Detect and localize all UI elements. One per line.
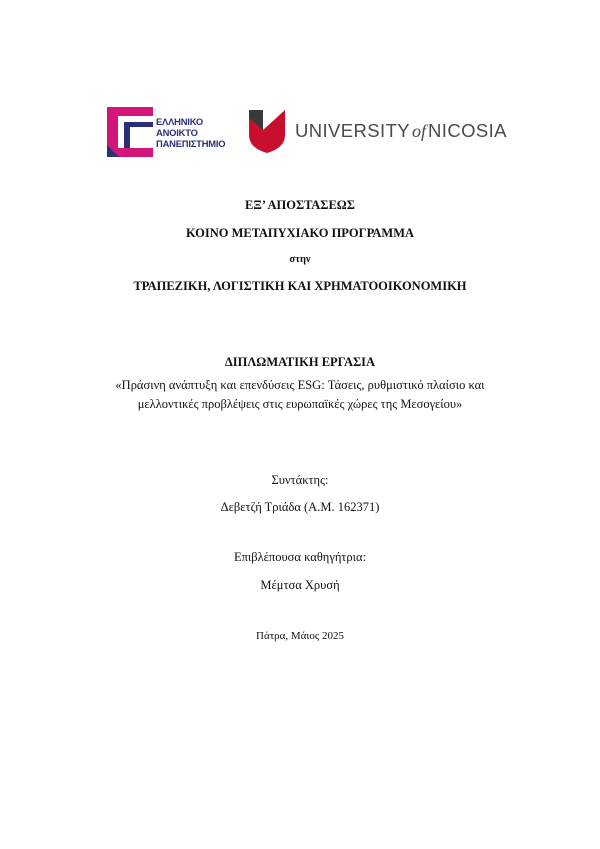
eap-logo-text xyxy=(156,116,225,149)
unic-logo-text xyxy=(295,120,507,142)
program-type-heading: ΚΟΙΝΟ ΜΕΤΑΠΥΧΙΑΚΟ ΠΡΟΓΡΑΜΜΑ xyxy=(185,226,415,240)
program-connector: στην xyxy=(289,254,311,265)
unic-university-word: UNIVERSITY xyxy=(295,120,411,141)
eap-logo-line: ΕΛΛΗΝΙΚΟ xyxy=(156,116,203,127)
thesis-title-line: «Πράσινη ανάπτυξη και επενδύσεις ESG: Τάσεις, ρυθμιστικό πλαίσιο και xyxy=(115,378,485,392)
supervisor-name: Μέμτσα Χρυσή xyxy=(260,578,340,592)
supervisor-label: Επιβλέπουσα καθηγήτρια: xyxy=(233,550,367,564)
program-name-heading: ΤΡΑΠΕΖΙΚΗ, ΛΟΓΙΣΤΙΚΗ ΚΑΙ ΧΡΗΜΑΤΟΟΙΚΟΝΟΜΙΚΗ xyxy=(133,279,467,293)
program-mode-heading: ΕΞ’ ΑΠΟΣΤΑΣΕΩΣ xyxy=(245,198,355,212)
university-of-nicosia-logo xyxy=(249,110,509,156)
unic-shield-icon xyxy=(249,110,285,153)
unic-nicosia-word: NICOSIA xyxy=(428,120,507,141)
eap-logo-line: ΑΝΟΙΚΤΟ xyxy=(156,127,198,138)
eap-logo-line: ΠΑΝΕΠΙΣΤΗΜΙΟ xyxy=(156,138,226,149)
unic-of-word: of xyxy=(412,121,427,141)
author-label: Συντάκτης: xyxy=(271,473,329,487)
thesis-title-line: μελλοντικές προβλέψεις στις ευρωπαϊκές χώρες της Μεσογείου» xyxy=(137,397,463,411)
document-type-heading: ΔΙΠΛΩΜΑΤΙΚΗ ΕΡΓΑΣΙΑ xyxy=(224,355,376,369)
author-name: Δεβετζή Τριάδα (Α.Μ. 162371) xyxy=(220,500,380,514)
eap-emblem-icon xyxy=(107,107,153,157)
place-date: Πάτρα, Μάιος 2025 xyxy=(256,630,344,642)
hellenic-open-university-logo xyxy=(107,107,237,157)
